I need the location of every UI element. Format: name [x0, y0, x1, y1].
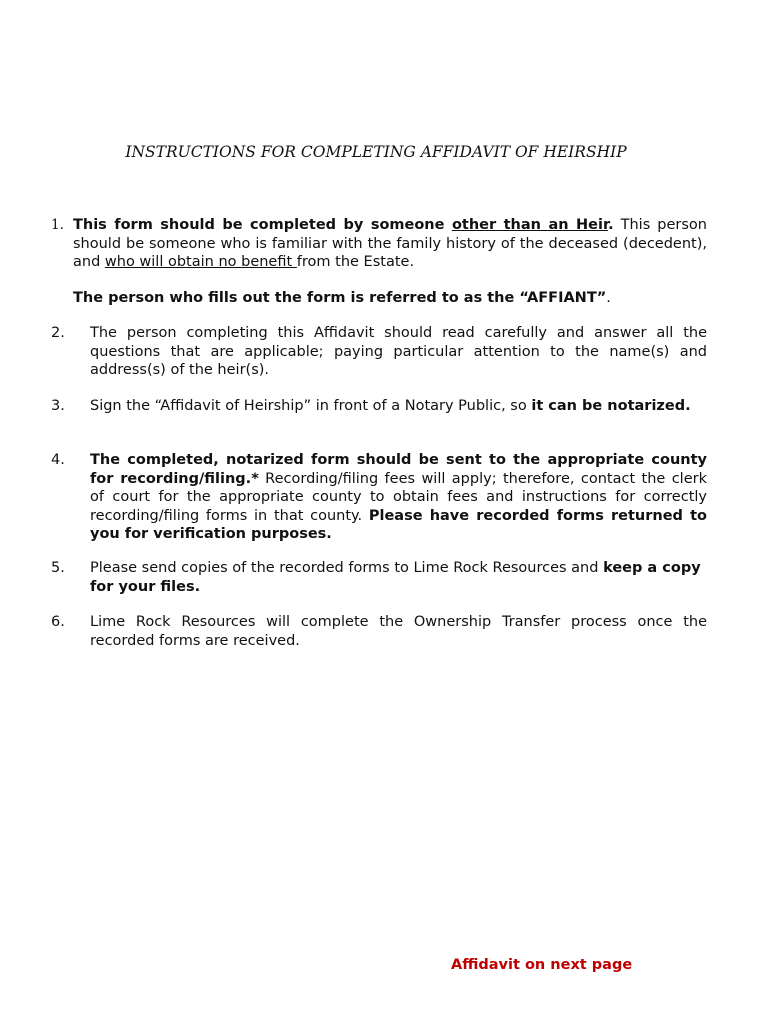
next-page-notice: Affidavit on next page — [451, 957, 633, 973]
item-number: 5. — [51, 560, 65, 576]
item-text — [90, 559, 707, 596]
item-text: The person completing this Affidavit should read carefully and answer all the questions that are applicable; paying particular attention to the name(s) and address(s) of the heir(s). — [90, 325, 707, 378]
page-title: INSTRUCTIONS FOR COMPLETING AFFIDAVIT OF HEIRSHIP — [125, 143, 627, 161]
bold-period: . — [608, 217, 614, 233]
item-text — [73, 216, 707, 272]
item-number: 4. — [51, 452, 65, 468]
item-text-bold: keep a copy for your files. — [90, 560, 701, 595]
item-text-bold-b: Please have recorded forms returned to you for verification purposes. — [90, 507, 707, 542]
item-text-plain: Sign the “Affidavit of Heirship” in front of a Notary Public, so — [90, 398, 532, 414]
item-number: 3. — [51, 398, 65, 414]
item-number: 1. — [51, 217, 64, 233]
item-text-bold-a: The completed, notarized form should be sent to the appropriate county for recording/filing.* — [90, 452, 707, 487]
item-text-bold: it can be notarized. — [531, 398, 691, 414]
item-text-plain: Recording/filing fees will apply; therefore, contact the clerk of court for the appropriate county to obtain fees and instructions for correctly recording/filing forms in that county. — [90, 470, 707, 524]
instruction-item-5 — [51, 559, 707, 596]
bold-lead: This form should be completed by someone — [73, 217, 452, 233]
underlined-phrase: who will obtain no benefit — [104, 254, 297, 270]
item-text — [90, 451, 707, 544]
item-text — [90, 397, 707, 416]
underlined-bold-phrase: other than an Heir — [451, 217, 609, 233]
instruction-item-2 — [51, 324, 707, 380]
item-text-a: This person should be someone who is familiar with the family history of the deceased (decedent), and — [73, 217, 707, 270]
affiant-note — [73, 289, 707, 308]
instruction-item-4 — [51, 451, 707, 544]
item-text-b: from the Estate. — [296, 254, 415, 270]
item-text: Lime Rock Resources will complete the Ownership Transfer process once the recorded forms are received. — [90, 614, 707, 649]
affiant-bold: The person who fills out the form is referred to as the “AFFIANT” — [73, 289, 607, 306]
instruction-item-1 — [51, 216, 707, 307]
item-number: 6. — [51, 614, 65, 630]
instruction-item-3 — [51, 397, 707, 416]
affiant-tail: . — [606, 289, 611, 306]
item-text-plain: Please send copies of the recorded forms to Lime Rock Resources and — [90, 560, 604, 576]
item-number: 2. — [51, 325, 65, 341]
instruction-item-6 — [51, 613, 707, 650]
